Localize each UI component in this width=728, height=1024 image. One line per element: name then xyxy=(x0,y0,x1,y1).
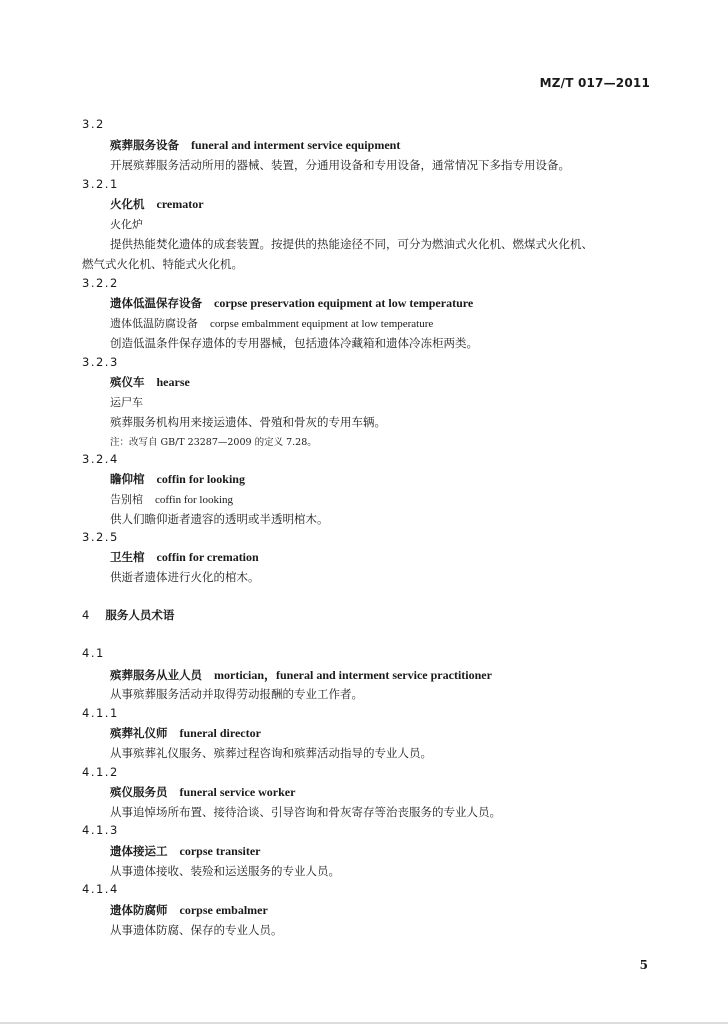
standard-code: MZ/T 017—2011 xyxy=(539,76,650,90)
clause-number: 3.2.4 xyxy=(82,452,119,466)
synonym-zh: 告别棺 xyxy=(110,493,143,506)
term-heading xyxy=(110,549,259,565)
clause-number: 3.2 xyxy=(82,117,105,131)
term-en: cremator xyxy=(156,197,204,211)
term-zh: 遗体低温保存设备 xyxy=(110,296,202,310)
term-zh: 殡仪服务员 xyxy=(110,785,168,799)
term-synonym xyxy=(110,394,155,410)
term-en: coffin for looking xyxy=(156,472,245,486)
term-definition: 供人们瞻仰逝者遗容的透明或半透明棺木。 xyxy=(110,512,329,526)
term-note: 注：改写自 GB/T 23287—2009 的定义 7.28。 xyxy=(110,437,317,448)
term-zh: 殡仪车 xyxy=(110,375,145,389)
clause-number: 4.1 xyxy=(82,646,105,660)
term-en: funeral service worker xyxy=(179,785,296,799)
term-en: funeral director xyxy=(179,726,261,740)
synonym-zh: 火化炉 xyxy=(110,218,143,231)
page-number: 5 xyxy=(639,958,648,972)
term-en: mortician，funeral and interment service practitioner xyxy=(214,668,492,682)
term-zh: 殡葬服务设备 xyxy=(110,138,179,152)
term-definition: 殡葬服务机构用来接运遗体、骨殖和骨灰的专用车辆。 xyxy=(110,415,386,429)
term-heading xyxy=(110,196,204,212)
section-number: 4 xyxy=(82,608,90,622)
synonym-en: coffin for looking xyxy=(155,494,234,506)
clause-number: 4.1.4 xyxy=(82,882,119,896)
synonym-zh: 遗体低温防腐设备 xyxy=(110,317,198,330)
term-zh: 遗体接运工 xyxy=(110,844,168,858)
term-definition: 创造低温条件保存遗体的专用器械，包括遗体冷藏箱和遗体冷冻柜两类。 xyxy=(110,336,478,350)
term-synonym xyxy=(110,491,233,507)
clause-number: 3.2.5 xyxy=(82,530,119,544)
clause-number: 3.2.2 xyxy=(82,276,119,290)
term-heading xyxy=(110,137,400,153)
term-definition: 从事遗体接收、装殓和运送服务的专业人员。 xyxy=(110,864,340,878)
term-definition: 从事遗体防腐、保存的专业人员。 xyxy=(110,923,283,937)
clause-number: 3.2.3 xyxy=(82,355,119,369)
term-en: coffin for cremation xyxy=(156,550,259,564)
term-heading xyxy=(110,471,245,487)
term-en: funeral and interment service equipment xyxy=(191,138,401,152)
term-heading xyxy=(110,666,492,683)
term-heading xyxy=(110,295,473,311)
term-zh: 火化机 xyxy=(110,197,145,211)
term-en: corpse transiter xyxy=(179,844,261,858)
synonym-zh: 运尸车 xyxy=(110,396,143,409)
term-heading xyxy=(110,374,190,390)
synonym-en: corpse embalmment equipment at low temperature xyxy=(210,318,434,330)
term-definition: 供逝者遗体进行火化的棺木。 xyxy=(110,570,260,584)
section-heading xyxy=(82,607,174,623)
term-zh: 卫生棺 xyxy=(110,550,145,564)
section-title: 服务人员术语 xyxy=(105,608,175,622)
term-zh: 殡葬礼仪师 xyxy=(110,726,168,740)
term-definition: 开展殡葬服务活动所用的器械、装置，分通用设备和专用设备，通常情况下多指专用设备。 xyxy=(110,158,570,172)
term-zh: 殡葬服务从业人员 xyxy=(110,668,202,682)
term-en: corpse embalmer xyxy=(179,903,268,917)
term-heading xyxy=(110,784,295,800)
term-zh: 瞻仰棺 xyxy=(110,472,145,486)
clause-number: 4.1.3 xyxy=(82,823,119,837)
clause-number: 4.1.2 xyxy=(82,765,119,779)
term-definition: 提供热能焚化遗体的成套装置。按提供的热能途径不同，可分为燃油式火化机、燃煤式火化机、 xyxy=(110,237,593,251)
term-heading xyxy=(110,725,261,741)
term-definition-continued: 燃气式火化机、特能式火化机。 xyxy=(82,257,243,271)
term-definition: 从事殡葬服务活动并取得劳动报酬的专业工作者。 xyxy=(110,687,363,701)
term-definition: 从事殡葬礼仪服务、殡葬过程咨询和殡葬活动指导的专业人员。 xyxy=(110,746,432,760)
term-synonym xyxy=(110,315,433,331)
clause-number: 3.2.1 xyxy=(82,177,119,191)
term-heading xyxy=(110,843,260,859)
term-heading xyxy=(110,902,268,918)
term-en: corpse preservation equipment at low temperature xyxy=(214,296,474,310)
clause-number: 4.1.1 xyxy=(82,706,119,720)
term-en: hearse xyxy=(156,375,190,389)
term-zh: 遗体防腐师 xyxy=(110,903,168,917)
term-definition: 从事追悼场所布置、接待洽谈、引导咨询和骨灰寄存等治丧服务的专业人员。 xyxy=(110,805,501,819)
term-synonym xyxy=(110,216,155,232)
